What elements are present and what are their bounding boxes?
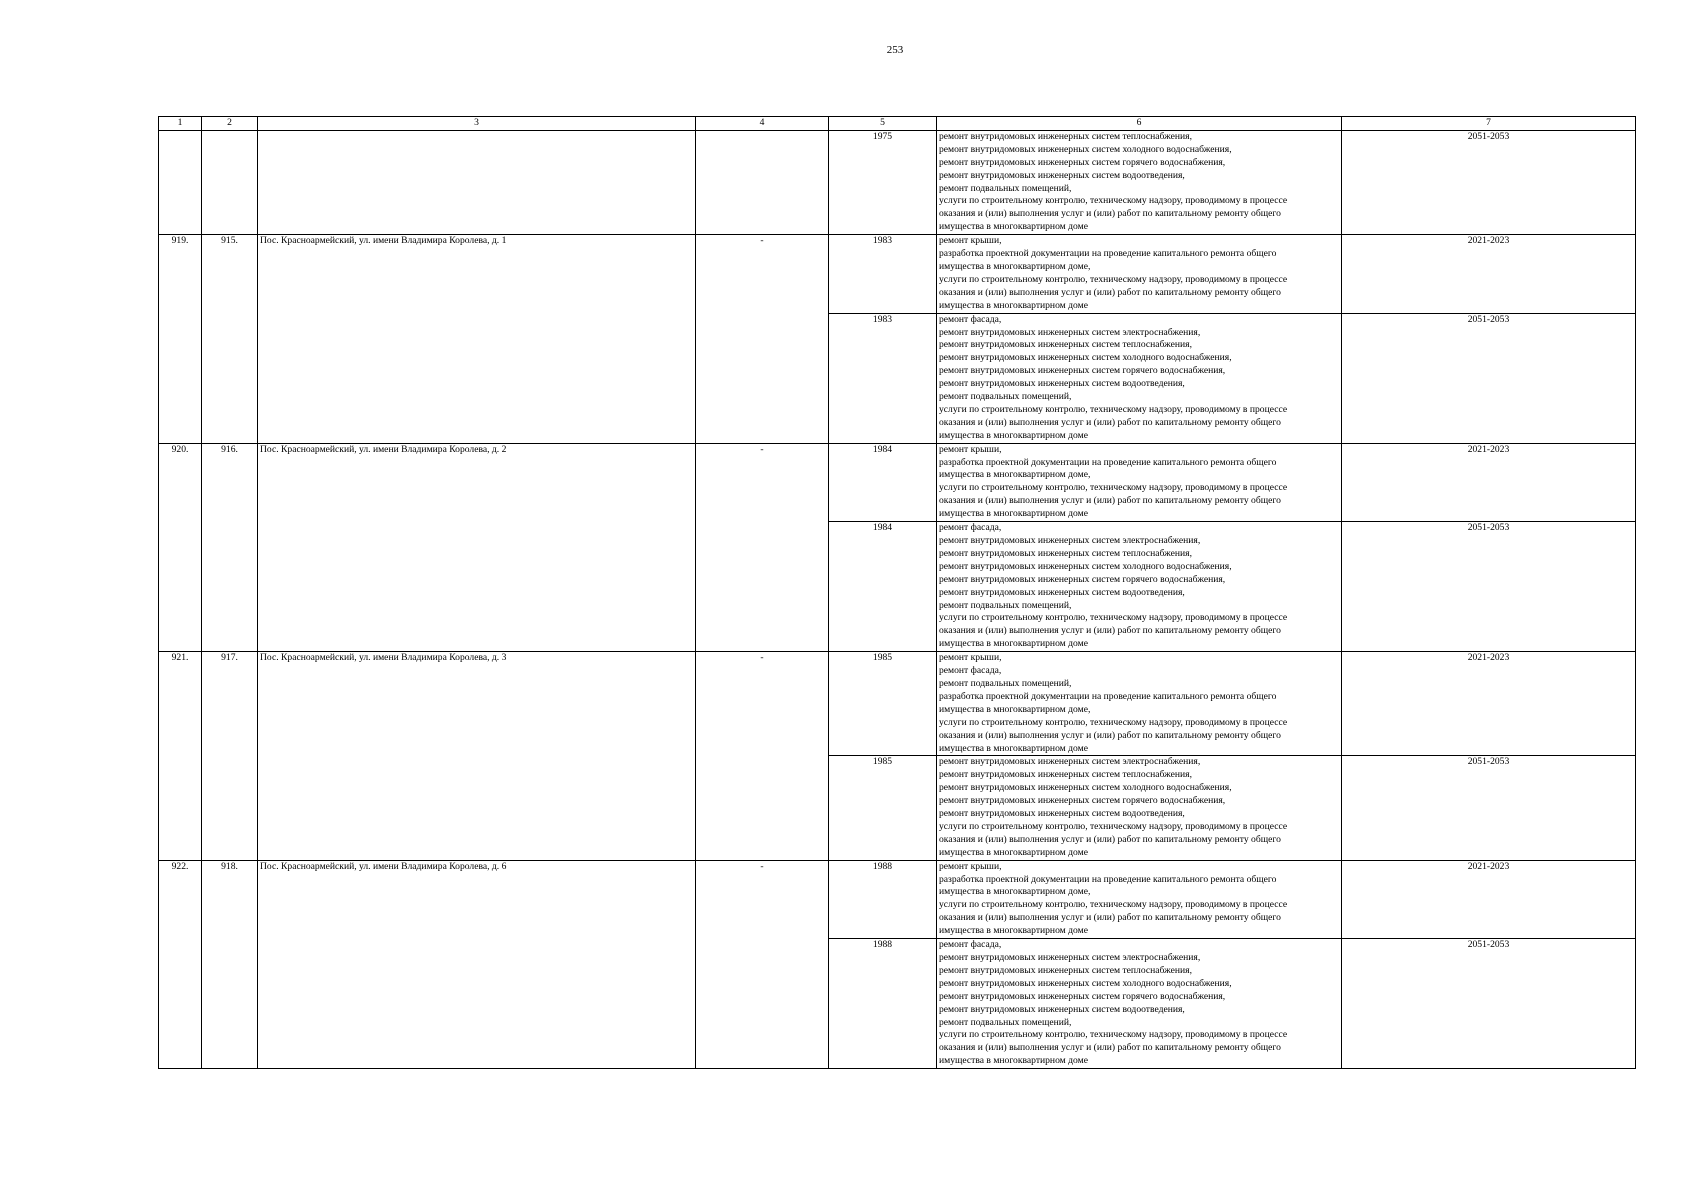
works-item: ремонт подвальных помещений, [939,391,1072,403]
works-item: оказания и (или) выполнения услуг и (или) работ по капитальному ремонту общего [939,495,1281,507]
column-header: 4 [696,117,829,131]
works-item: ремонт внутридомовых инженерных систем теплоснабжения, [939,130,1192,142]
works-item: имущества в многоквартирном доме [939,508,1088,520]
house-id-cell: 915. [202,235,258,444]
row-number-cell: 919. [159,235,202,444]
works-item: оказания и (или) выполнения услуг и (или) работ по капитальному ремонту общего [939,1042,1281,1054]
house-id-cell: 916. [202,443,258,652]
works-item: оказания и (или) выполнения услуг и (или) работ по капитальному ремонту общего [939,208,1281,220]
works-item: оказания и (или) выполнения услуг и (или) работ по капитальному ремонту общего [939,416,1281,428]
row-number-cell: 922. [159,860,202,1069]
works-item: ремонт подвальных помещений, [939,1016,1072,1028]
works-item: имущества в многоквартирном доме [939,299,1088,311]
works-item: разработка проектной документации на проведение капитального ремонта общего [939,456,1277,468]
column-4-cell: - [696,235,829,444]
works-item: разработка проектной документации на проведение капитального ремонта общего [939,248,1277,260]
works-list-cell [937,939,1342,1069]
period-cell: 2021-2023 [1342,860,1636,938]
address-cell: Пос. Красноармейский, ул. имени Владимира Королева, д. 1 [258,235,696,444]
works-item: ремонт внутридомовых инженерных систем водоотведения, [939,586,1185,598]
works-item: имущества в многоквартирном доме, [939,469,1091,481]
year-cell: 1988 [829,860,937,938]
works-item: имущества в многоквартирном доме [939,846,1088,858]
works-item: ремонт внутридомовых инженерных систем теплоснабжения, [939,769,1192,781]
works-list-cell [937,652,1342,756]
column-number-row [159,117,1636,131]
column-header: 2 [202,117,258,131]
works-item: разработка проектной документации на проведение капитального ремонта общего [939,690,1277,702]
column-4-cell: - [696,443,829,652]
works-item: ремонт внутридомовых инженерных систем электроснабжения, [939,535,1201,546]
works-list-cell [937,313,1342,443]
works-item: услуги по строительному контролю, техническому надзору, проводимому в процессе [939,820,1288,832]
works-item: ремонт внутридомовых инженерных систем теплоснабжения, [939,547,1192,559]
repair-schedule-table [158,116,1636,1069]
works-item: ремонт внутридомовых инженерных систем теплоснабжения, [939,964,1192,976]
works-item: ремонт внутридомовых инженерных систем горячего водоснабжения, [939,795,1226,807]
works-item: ремонт внутридомовых инженерных систем горячего водоснабжения, [939,573,1226,585]
address-cell: Пос. Красноармейский, ул. имени Владимира Королева, д. 2 [258,443,696,652]
period-cell: 2051-2053 [1342,522,1636,652]
table-row-continuation [159,130,1636,234]
house-id-cell: 917. [202,652,258,861]
works-list-cell [937,522,1342,652]
column-4-cell: - [696,652,829,861]
year-cell: 1975 [829,130,937,234]
works-item: услуги по строительному контролю, техническому надзору, проводимому в процессе [939,716,1288,728]
works-item: ремонт крыши, [939,860,1002,872]
works-item: ремонт внутридомовых инженерных систем холодного водоснабжения, [939,782,1232,794]
works-item: имущества в многоквартирном доме, [939,886,1091,898]
works-item: ремонт подвальных помещений, [939,599,1072,611]
works-item: оказания и (или) выполнения услуг и (или) работ по капитальному ремонту общего [939,625,1281,637]
works-item: услуги по строительному контролю, техническому надзору, проводимому в процессе [939,482,1288,494]
year-cell: 1983 [829,313,937,443]
house-id-cell [202,130,258,234]
works-item: ремонт внутридомовых инженерных систем водоотведения, [939,378,1185,390]
works-item: ремонт крыши, [939,235,1002,247]
works-item: услуги по строительному контролю, техническому надзору, проводимому в процессе [939,1029,1288,1041]
works-item: услуги по строительному контролю, техническому надзору, проводимому в процессе [939,273,1288,285]
works-item: ремонт фасада, [939,665,1002,677]
works-item: ремонт внутридомовых инженерных систем горячего водоснабжения, [939,365,1226,377]
works-item: имущества в многоквартирном доме [939,638,1088,650]
works-item: имущества в многоквартирном доме [939,429,1088,441]
column-header: 1 [159,117,202,131]
house-id-cell: 918. [202,860,258,1069]
works-item: ремонт внутридомовых инженерных систем водоотведения, [939,169,1185,181]
works-item: ремонт подвальных помещений, [939,677,1072,689]
table-row [159,443,1636,521]
year-cell: 1985 [829,652,937,756]
row-number-cell: 920. [159,443,202,652]
column-header: 7 [1342,117,1636,131]
works-item: услуги по строительному контролю, техническому надзору, проводимому в процессе [939,403,1288,415]
period-cell: 2051-2053 [1342,756,1636,860]
works-item: ремонт внутридомовых инженерных систем горячего водоснабжения, [939,156,1226,168]
works-item: ремонт крыши, [939,652,1002,664]
table-row [159,652,1636,756]
works-item: ремонт внутридомовых инженерных систем теплоснабжения, [939,339,1192,351]
address-cell: Пос. Красноармейский, ул. имени Владимира Королева, д. 6 [258,860,696,1069]
works-item: ремонт крыши, [939,443,1002,455]
works-item: оказания и (или) выполнения услуг и (или) работ по капитальному ремонту общего [939,729,1281,741]
works-item: услуги по строительному контролю, техническому надзору, проводимому в процессе [939,195,1288,207]
works-item: имущества в многоквартирном доме, [939,703,1091,715]
works-item: оказания и (или) выполнения услуг и (или) работ по капитальному ремонту общего [939,912,1281,924]
works-item: имущества в многоквартирном доме [939,221,1088,233]
works-item: ремонт фасада, [939,313,1002,325]
address-cell: Пос. Красноармейский, ул. имени Владимира Королева, д. 3 [258,652,696,861]
works-item: ремонт внутридомовых инженерных систем холодного водоснабжения, [939,352,1232,364]
period-cell: 2021-2023 [1342,443,1636,521]
works-list-cell [937,235,1342,313]
column-header: 6 [937,117,1342,131]
works-item: ремонт внутридомовых инженерных систем горячего водоснабжения, [939,990,1226,1002]
year-cell: 1983 [829,235,937,313]
works-list-cell [937,756,1342,860]
works-list-cell [937,860,1342,938]
works-item: оказания и (или) выполнения услуг и (или) работ по капитальному ремонту общего [939,833,1281,845]
period-cell: 2051-2053 [1342,939,1636,1069]
works-item: ремонт внутридомовых инженерных систем холодного водоснабжения, [939,143,1232,155]
row-number-cell [159,130,202,234]
period-cell: 2051-2053 [1342,130,1636,234]
works-item: имущества в многоквартирном доме, [939,260,1091,272]
works-item: ремонт внутридомовых инженерных систем водоотведения, [939,1003,1185,1015]
works-list-cell [937,443,1342,521]
works-item: имущества в многоквартирном доме [939,1055,1088,1067]
works-item: имущества в многоквартирном доме [939,742,1088,754]
works-item: ремонт внутридомовых инженерных систем водоотведения, [939,808,1185,820]
table-row [159,860,1636,938]
works-item: ремонт фасада, [939,522,1002,534]
year-cell: 1984 [829,522,937,652]
column-4-cell [696,130,829,234]
page-number: 253 [886,44,904,56]
year-cell: 1984 [829,443,937,521]
works-item: ремонт внутридомовых инженерных систем холодного водоснабжения, [939,560,1232,572]
period-cell: 2021-2023 [1342,235,1636,313]
works-item: ремонт внутридомовых инженерных систем холодного водоснабжения, [939,977,1232,989]
address-cell [258,130,696,234]
year-cell: 1985 [829,756,937,860]
column-header: 5 [829,117,937,131]
works-item: ремонт внутридомовых инженерных систем электроснабжения, [939,952,1201,963]
year-cell: 1988 [829,939,937,1069]
period-cell: 2021-2023 [1342,652,1636,756]
works-item: ремонт фасада, [939,939,1002,951]
works-item: ремонт подвальных помещений, [939,182,1072,194]
works-list-cell [937,130,1342,234]
works-item: имущества в многоквартирном доме [939,925,1088,937]
works-item: разработка проектной документации на проведение капитального ремонта общего [939,873,1277,885]
period-cell: 2051-2053 [1342,313,1636,443]
column-4-cell: - [696,860,829,1069]
works-item: услуги по строительному контролю, техническому надзору, проводимому в процессе [939,899,1288,911]
works-item: оказания и (или) выполнения услуг и (или) работ по капитальному ремонту общего [939,286,1281,298]
column-header: 3 [258,117,696,131]
works-item: ремонт внутридомовых инженерных систем электроснабжения, [939,326,1201,338]
works-item: ремонт внутридомовых инженерных систем электроснабжения, [939,756,1201,768]
table-row [159,235,1636,313]
row-number-cell: 921. [159,652,202,861]
works-item: услуги по строительному контролю, техническому надзору, проводимому в процессе [939,612,1288,624]
